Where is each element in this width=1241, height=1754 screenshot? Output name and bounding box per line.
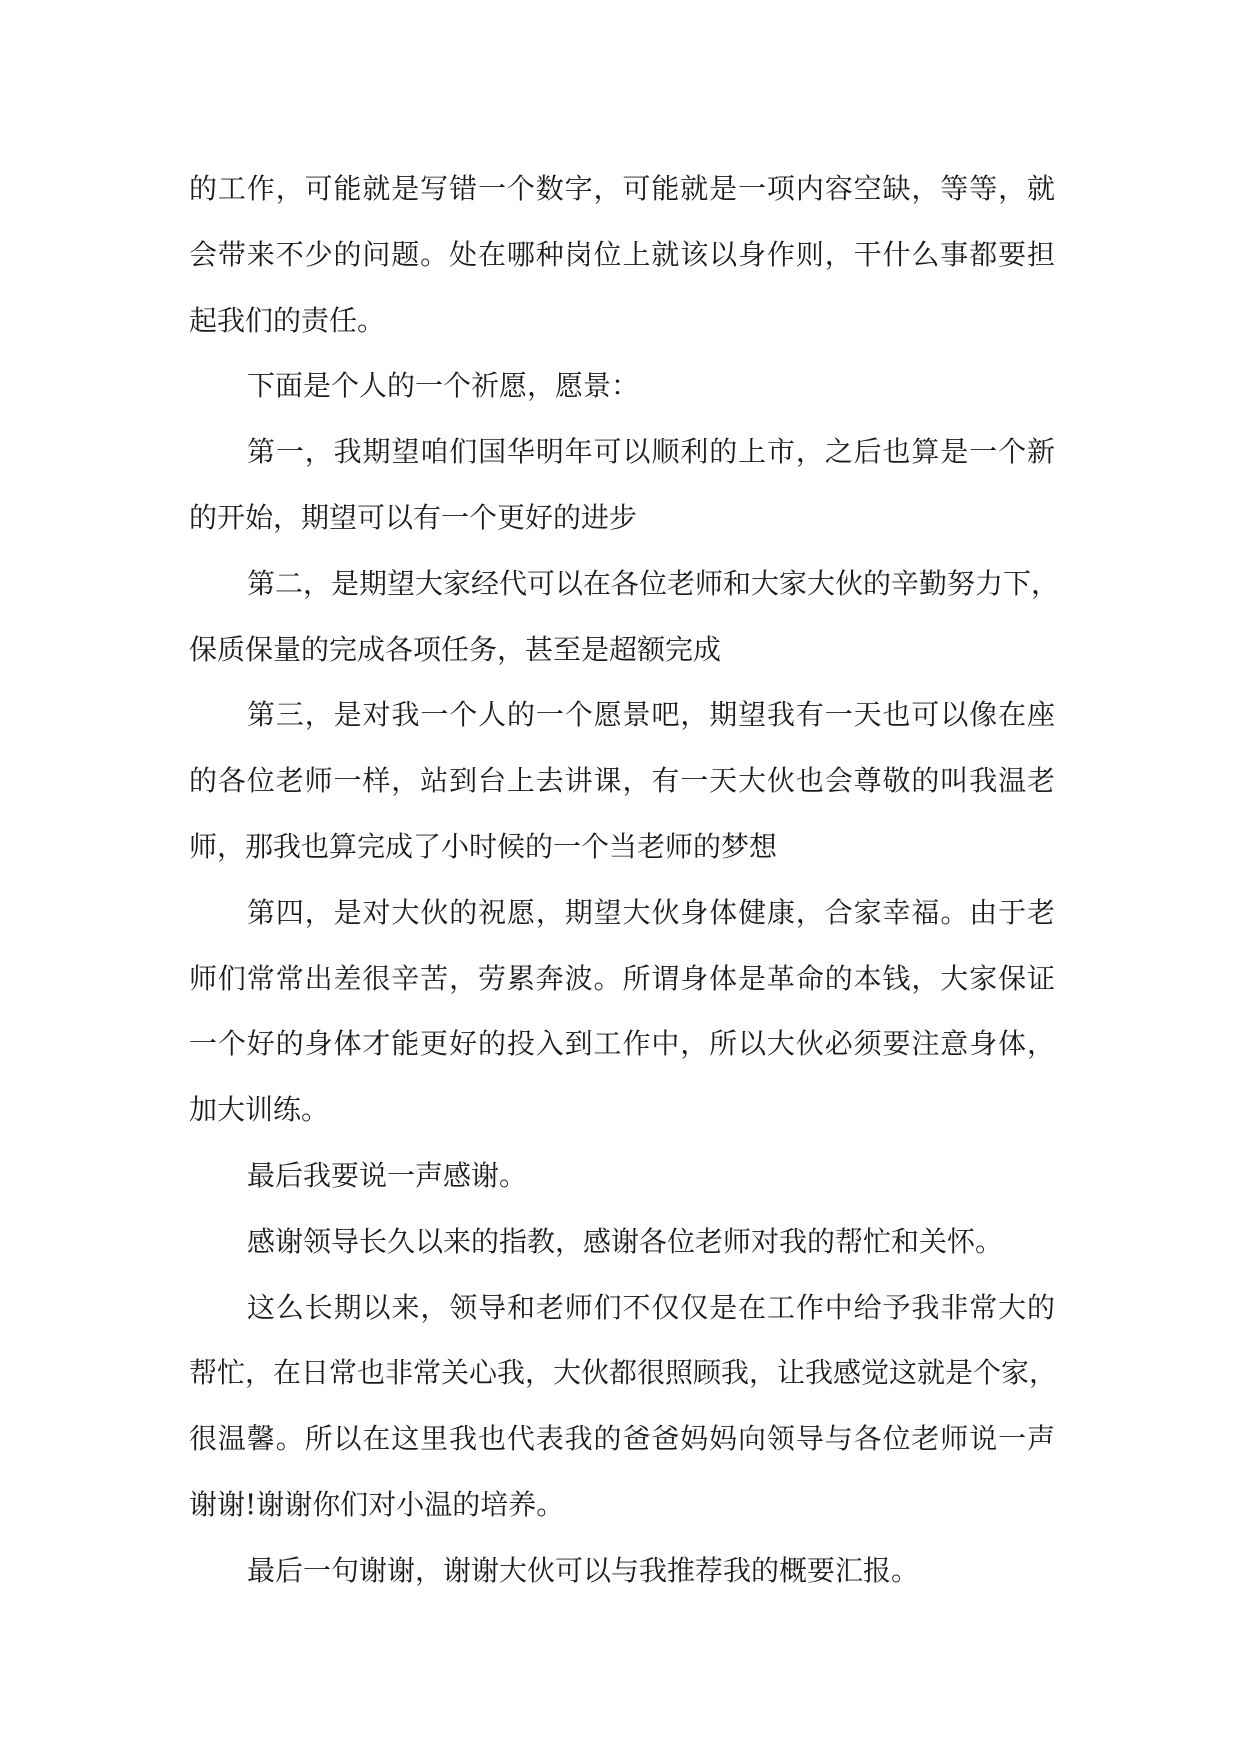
document-body [189, 156, 1060, 1604]
text-line: 师，那我也算完成了小时候的一个当老师的梦想 [189, 829, 778, 863]
text-line: 的开始，期望可以有一个更好的进步 [189, 500, 638, 534]
text-line: 下面是个人的一个祈愿，愿景： [247, 369, 640, 403]
paragraph [189, 1275, 1058, 1538]
paragraph [189, 353, 1055, 419]
text-line: 这么长期以来，领导和老师们不仅仅是在工作中给予我非常大的 [247, 1290, 1055, 1324]
paragraph [189, 1143, 1055, 1209]
paragraph [189, 419, 1055, 551]
text-line: 第一，我期望咱们国华明年可以顺利的上市，之后也算是一个新 [247, 435, 1055, 469]
text-line: 第二，是期望大家经代可以在各位老师和大家大伙的辛勤努力下， [247, 566, 1060, 600]
text-line: 最后我要说一声感谢。 [247, 1158, 528, 1192]
paragraph [189, 1209, 1055, 1275]
text-line: 的各位老师一样，站到台上去讲课，有一天大伙也会尊敬的叫我温老 [189, 764, 1055, 798]
text-line: 很温馨。所以在这里我也代表我的爸爸妈妈向领导与各位老师说一声 [189, 1422, 1055, 1456]
text-line: 最后一句谢谢，谢谢大伙可以与我推荐我的概要汇报。 [247, 1553, 920, 1587]
paragraph [189, 880, 1055, 1143]
text-line: 第四，是对大伙的祝愿，期望大伙身体健康，合家幸福。由于老 [247, 895, 1055, 929]
paragraph [189, 156, 1055, 353]
text-line: 感谢领导长久以来的指教，感谢各位老师对我的帮忙和关怀。 [247, 1224, 1004, 1258]
text-line: 起我们的责任。 [189, 303, 386, 337]
paragraph [189, 1538, 1055, 1604]
text-line: 一个好的身体才能更好的投入到工作中，所以大伙必须要注意身体， [189, 1027, 1055, 1061]
text-line: 加大训练。 [189, 1093, 330, 1127]
text-line: 会带来不少的问题。处在哪种岗位上就该以身作则，干什么事都要担 [189, 237, 1055, 271]
text-line: 师们常常出差很辛苦，劳累奔波。所谓身体是革命的本钱，大家保证 [189, 961, 1055, 995]
text-line: 保质保量的完成各项任务，甚至是超额完成 [189, 632, 722, 666]
text-line: 谢谢!谢谢你们对小温的培养。 [189, 1487, 565, 1521]
paragraph [189, 551, 1060, 683]
text-line: 的工作，可能就是写错一个数字，可能就是一项内容空缺，等等，就 [189, 172, 1055, 205]
text-line: 帮忙，在日常也非常关心我，大伙都很照顾我，让我感觉这就是个家， [189, 1356, 1058, 1390]
paragraph [189, 682, 1055, 879]
text-line: 第三，是对我一个人的一个愿景吧，期望我有一天也可以像在座 [247, 698, 1055, 732]
